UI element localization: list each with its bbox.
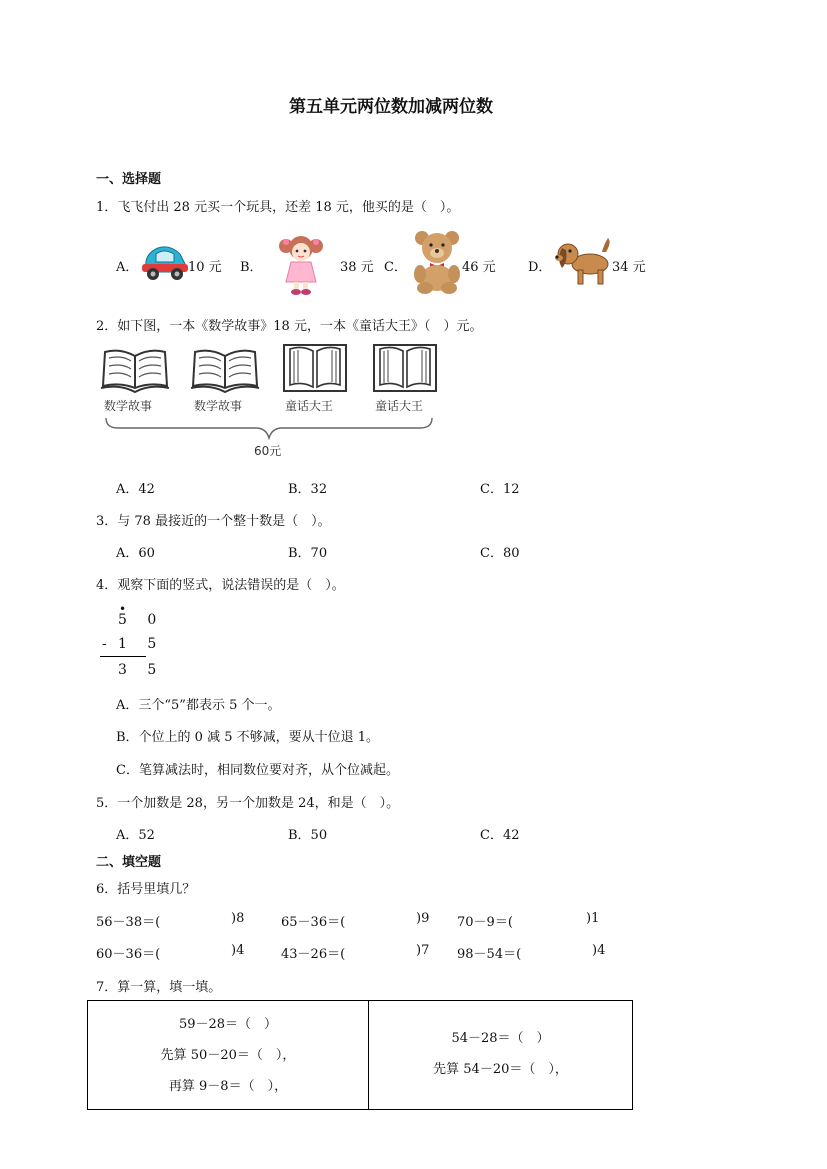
question-6-text: 6．括号里填几？	[96, 882, 196, 897]
q4-option-a: A．三个“5”都表示 5 个一。	[116, 698, 281, 713]
question-3-text: 3．与 78 最接近的一个整十数是（ ）。	[96, 514, 331, 529]
borrow-dot: •	[119, 602, 127, 616]
book-label-4: 童话大王	[375, 399, 424, 413]
q3-option-a: A．60	[116, 546, 155, 561]
q4-option-b: B．个位上的 0 减 5 不够减，要从十位退 1。	[116, 730, 380, 745]
calc-cell-right	[369, 1001, 633, 1110]
q2-option-c: C．12	[480, 482, 520, 497]
calc-left-line-3: 再算 9－8＝（ ），	[168, 1079, 288, 1094]
fill-answer-blank[interactable]	[162, 942, 230, 958]
fill-expression-tail: )1	[586, 911, 600, 926]
total-brace-icon	[104, 416, 434, 444]
fill-expression-tail: )4	[231, 943, 245, 958]
section-heading-choice: 一、选择题	[96, 172, 162, 187]
page-title: 第五单元两位数加减两位数	[289, 97, 493, 117]
q3-option-b: B．70	[288, 546, 328, 561]
q1-option-c-price: 46 元	[462, 260, 496, 275]
calc-left-line-1: 59－28＝（ ）	[178, 1017, 278, 1032]
q4-option-c: C．笔算减法时，相同数位要对齐，从个位减起。	[116, 763, 399, 778]
fill-expression: 98－54＝(	[457, 947, 522, 962]
question-5-text: 5．一个加数是 28，另一个加数是 24，和是（ ）。	[96, 796, 400, 811]
q1-option-d-price: 34 元	[612, 260, 646, 275]
open-book-icon	[100, 346, 170, 394]
q1-option-a-letter: A．	[116, 260, 139, 275]
q1-option-d-letter: D．	[528, 260, 552, 275]
calc-right-line-2: 先算 54－20＝（ ），	[433, 1062, 568, 1077]
thick-book-icon	[372, 341, 438, 395]
total-price-label: 60元	[254, 444, 282, 458]
fill-expression: 43－26＝(	[281, 947, 346, 962]
fill-expression-tail: )4	[592, 943, 606, 958]
fill-answer-blank[interactable]	[162, 910, 230, 926]
calculation-table	[87, 1000, 633, 1110]
fill-expression: 60－36＝(	[96, 947, 161, 962]
q5-option-c: C．42	[480, 828, 520, 843]
q1-option-a-price: 10 元	[188, 260, 222, 275]
fill-expression: 70－9＝(	[457, 915, 513, 930]
book-label-2: 数学故事	[194, 399, 243, 413]
open-book-icon	[190, 346, 260, 394]
doll-icon	[278, 232, 324, 300]
book-label-3: 童话大王	[285, 399, 334, 413]
q3-option-c: C．80	[480, 546, 520, 561]
fill-expression-tail: )8	[231, 911, 245, 926]
q2-option-a: A．42	[116, 482, 155, 497]
q1-option-b-price: 38 元	[340, 260, 374, 275]
vertical-subtrahend: 1 5	[118, 636, 165, 652]
toy-car-icon	[140, 240, 190, 286]
vertical-result: 3 5	[118, 662, 165, 678]
fill-expression-tail: )7	[416, 943, 430, 958]
q1-option-b-letter: B．	[240, 260, 263, 275]
question-7-text: 7．算一算，填一填。	[96, 980, 222, 995]
vertical-top-number: 5 0	[118, 612, 165, 628]
q5-option-b: B．50	[288, 828, 328, 843]
q1-option-c-letter: C．	[384, 260, 407, 275]
q2-option-b: B．32	[288, 482, 328, 497]
section-heading-fill: 二、填空题	[96, 855, 162, 870]
fill-answer-blank[interactable]	[347, 942, 415, 958]
calc-right-line-1: 54－28＝（ ）	[451, 1031, 550, 1046]
vertical-minus-sign: -	[102, 636, 115, 652]
fill-expression: 65－36＝(	[281, 915, 346, 930]
fill-answer-blank[interactable]	[523, 942, 591, 958]
fill-answer-blank[interactable]	[517, 910, 585, 926]
fill-expression-tail: )9	[416, 911, 430, 926]
fill-expression: 56－38＝(	[96, 915, 161, 930]
thick-book-icon	[282, 341, 348, 395]
q5-option-a: A．52	[116, 828, 155, 843]
question-2-text: 2．如下图，一本《数学故事》18 元，一本《童话大王》（ ）元。	[96, 319, 483, 334]
toy-dog-icon	[554, 236, 614, 292]
calc-left-line-2: 先算 50－20＝（ ），	[160, 1048, 296, 1063]
calc-cell-left	[88, 1001, 369, 1110]
vertical-rule	[100, 656, 146, 657]
teddy-bear-icon	[410, 230, 464, 298]
question-4-text: 4．观察下面的竖式，说法错误的是（ ）。	[96, 578, 345, 593]
book-label-1: 数学故事	[104, 399, 153, 413]
question-1-text: 1．飞飞付出 28 元买一个玩具，还差 18 元，他买的是（ ）。	[96, 200, 460, 215]
fill-answer-blank[interactable]	[347, 910, 415, 926]
